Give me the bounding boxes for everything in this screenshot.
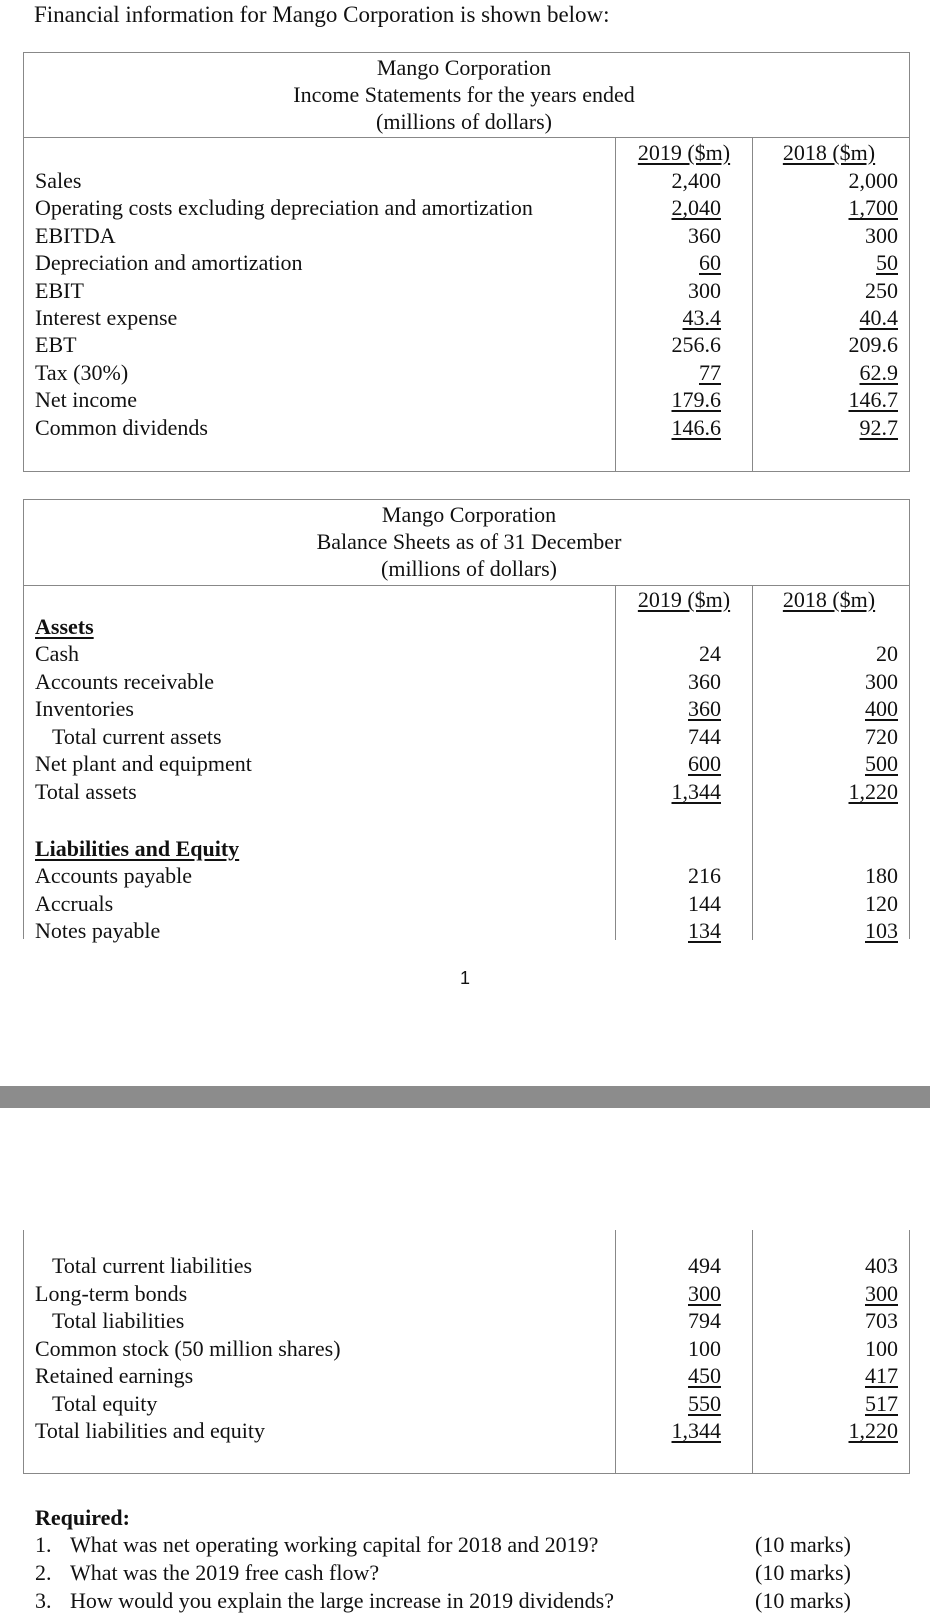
row-label: Total liabilities and equity — [35, 1418, 266, 1443]
value-2018: 400 — [865, 696, 898, 722]
row-label: Total assets — [35, 779, 137, 804]
value-2018: 146.7 — [848, 387, 898, 413]
value-2018: 209.6 — [848, 332, 898, 358]
value-2018: 2,000 — [848, 168, 898, 193]
value-2019: 744 — [688, 723, 721, 749]
value-2019: 300 — [688, 277, 721, 303]
value-2019: 2,400 — [671, 168, 721, 193]
balance-sheet-subtitle: Balance Sheets as of 31 December — [316, 529, 622, 554]
row-label: Depreciation and amortization — [35, 250, 303, 276]
question-marks: (10 marks) — [755, 1560, 851, 1585]
value-2018: 500 — [865, 751, 898, 777]
value-2018: 300 — [865, 668, 898, 694]
liabilities-heading: Liabilities and Equity — [35, 836, 240, 861]
value-2018: 1,220 — [848, 1418, 898, 1443]
value-2019: 1,344 — [671, 1418, 721, 1443]
question-number: 3. — [35, 1588, 52, 1613]
value-2018: 720 — [865, 723, 898, 749]
question-number: 2. — [35, 1560, 52, 1585]
value-2019: 550 — [688, 1390, 721, 1416]
value-2019: 600 — [688, 751, 721, 777]
assets-heading: Assets — [35, 614, 94, 639]
value-2019: 77 — [699, 359, 721, 385]
row-label: Total equity — [52, 1390, 158, 1416]
value-2019: 100 — [688, 1335, 721, 1361]
value-2019: 300 — [688, 1280, 721, 1306]
value-2018: 120 — [865, 890, 898, 916]
value-2019: 794 — [688, 1308, 721, 1333]
required-heading: Required: — [35, 1505, 130, 1530]
row-label: Accruals — [35, 890, 114, 916]
value-2018: 180 — [865, 863, 898, 888]
value-2019: 450 — [688, 1363, 721, 1388]
value-2018: 103 — [865, 918, 898, 943]
row-label: Total liabilities — [52, 1308, 185, 1333]
row-label: Accounts payable — [35, 863, 192, 888]
value-2019: 494 — [688, 1253, 721, 1278]
balance-units: (millions of dollars) — [381, 556, 557, 581]
value-2019: 256.6 — [671, 332, 721, 358]
value-2018: 62.9 — [859, 359, 898, 385]
value-2018: 703 — [865, 1308, 898, 1333]
question-text: What was the 2019 free cash flow? — [70, 1560, 380, 1585]
value-2018: 1,700 — [848, 195, 898, 221]
value-2019: 24 — [699, 641, 721, 666]
value-2018: 92.7 — [859, 414, 898, 440]
value-2019: 216 — [688, 863, 721, 888]
value-2019: 179.6 — [671, 387, 721, 413]
value-2018: 40.4 — [859, 305, 898, 330]
row-label: Net income — [35, 387, 138, 413]
income-statement-subtitle: Income Statements for the years ended — [293, 82, 635, 107]
page-number: 1 — [460, 968, 471, 988]
income-col-header-2019: 2019 ($m) — [637, 140, 731, 165]
income-units: (millions of dollars) — [376, 109, 552, 134]
row-label: Notes payable — [35, 918, 161, 943]
question-marks: (10 marks) — [755, 1532, 851, 1557]
value-2018: 403 — [865, 1253, 898, 1278]
value-2019: 43.4 — [682, 305, 721, 330]
value-2019: 360 — [688, 696, 721, 722]
value-2018: 250 — [865, 277, 898, 303]
row-label: EBT — [35, 332, 77, 358]
row-label: Interest expense — [35, 305, 178, 330]
value-2018: 517 — [865, 1390, 898, 1416]
row-label: Net plant and equipment — [35, 751, 252, 777]
value-2019: 134 — [688, 918, 721, 943]
row-label: Common stock (50 million shares) — [35, 1335, 341, 1361]
question-number: 1. — [35, 1532, 52, 1557]
value-2018: 417 — [865, 1363, 898, 1388]
income-company-name: Mango Corporation — [376, 55, 552, 80]
balance-company-name: Mango Corporation — [381, 502, 557, 527]
row-label: EBITDA — [35, 222, 116, 248]
row-label: Total current liabilities — [52, 1253, 253, 1278]
value-2019: 144 — [688, 890, 721, 916]
row-label: Accounts receivable — [35, 668, 214, 694]
value-2018: 100 — [865, 1335, 898, 1361]
value-2018: 300 — [865, 1280, 898, 1306]
value-2019: 146.6 — [671, 414, 721, 440]
row-label: Operating costs excluding depreciation and amortization — [35, 195, 533, 221]
income-col-header-2018: 2018 ($m) — [782, 140, 876, 165]
value-2018: 1,220 — [848, 779, 898, 804]
value-2018: 50 — [876, 250, 898, 276]
value-2018: 300 — [865, 222, 898, 248]
row-label: Long-term bonds — [35, 1280, 188, 1306]
row-label: Tax (30%) — [35, 359, 129, 385]
value-2019: 60 — [699, 250, 721, 276]
value-2019: 2,040 — [671, 195, 721, 221]
intro-text: Financial information for Mango Corporation is shown below: — [34, 2, 610, 27]
value-2019: 1,344 — [671, 779, 721, 804]
row-label: Sales — [35, 168, 82, 193]
value-2018: 20 — [876, 641, 898, 666]
income-statement-title — [23, 54, 910, 135]
value-2019: 360 — [688, 668, 721, 694]
question-text: How would you explain the large increase in 2019 dividends? — [70, 1588, 614, 1613]
row-label: Inventories — [35, 696, 134, 722]
page-break-divider — [0, 1086, 930, 1108]
question-text: What was net operating working capital for 2018 and 2019? — [70, 1532, 599, 1557]
row-label: Common dividends — [35, 414, 208, 440]
question-marks: (10 marks) — [755, 1588, 851, 1613]
row-label: EBIT — [35, 277, 84, 303]
balance-sheet-title — [23, 501, 910, 582]
balance-col-header-2018: 2018 ($m) — [782, 587, 876, 612]
value-2019: 360 — [688, 222, 721, 248]
balance-col-header-2019: 2019 ($m) — [637, 587, 731, 612]
row-label: Total current assets — [52, 723, 222, 749]
row-label: Cash — [35, 641, 79, 666]
row-label: Retained earnings — [35, 1363, 194, 1388]
